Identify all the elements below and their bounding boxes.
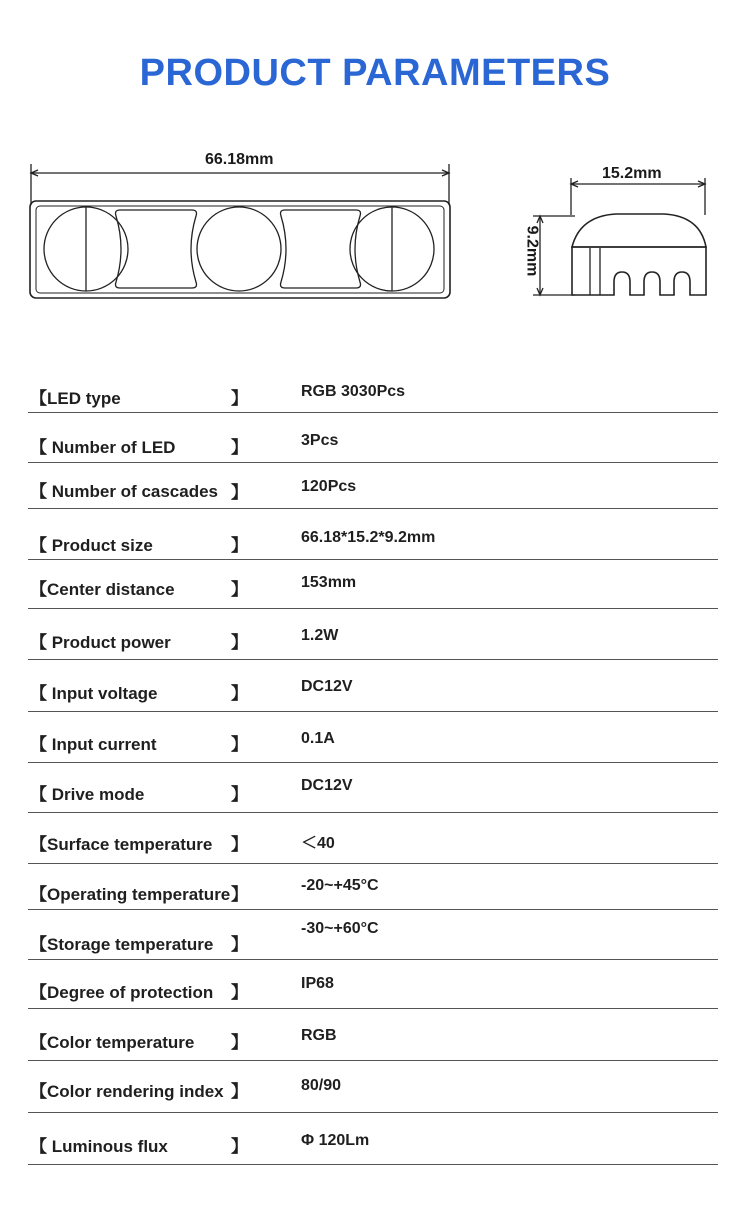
spec-label: 【 Input voltage	[30, 684, 158, 703]
spec-bracket: 】	[231, 785, 248, 804]
spec-label: 【Surface temperature	[30, 835, 213, 854]
spec-row	[28, 813, 718, 864]
spec-value: RGB 3030Pcs	[301, 383, 406, 400]
spec-label: 【 Luminous flux	[30, 1137, 168, 1156]
page-title: PRODUCT PARAMETERS	[139, 52, 611, 94]
spec-row	[28, 864, 718, 910]
spec-value: DC12V	[301, 678, 353, 695]
spec-bracket: 】	[231, 983, 248, 1002]
spec-row	[28, 1009, 718, 1061]
spec-bracket: 】	[231, 389, 248, 408]
spec-row	[28, 763, 718, 813]
spec-bracket: 】	[231, 735, 248, 754]
width-dimension-label: 15.2mm	[602, 165, 662, 182]
length-dimension-label: 66.18mm	[205, 151, 274, 168]
spec-value: RGB	[301, 1027, 337, 1044]
spec-label: 【Color temperature	[30, 1033, 195, 1052]
spec-bracket: 】	[231, 1082, 248, 1101]
spec-row	[28, 910, 718, 960]
spec-row	[28, 560, 718, 609]
spec-bracket: 】	[231, 1137, 248, 1156]
spec-label: 【LED type	[30, 389, 121, 408]
spec-bracket: 】	[231, 684, 248, 703]
spec-table	[28, 372, 718, 1165]
spec-label: 【 Number of cascades	[30, 482, 219, 501]
spec-value: 0.1A	[301, 730, 335, 747]
spec-bracket: 】	[231, 536, 248, 555]
spec-label: 【 Product power	[30, 633, 171, 652]
spec-label: 【Color rendering index	[30, 1082, 224, 1101]
spec-value: 120Pcs	[301, 478, 357, 495]
spec-bracket: 】	[231, 580, 248, 599]
spec-label: 【Storage temperature	[30, 935, 214, 954]
spec-row	[28, 609, 718, 660]
spec-row	[28, 1113, 718, 1165]
spec-bracket: 】	[231, 633, 248, 652]
spec-bracket: 】	[231, 885, 248, 904]
spec-value: 80/90	[301, 1077, 342, 1094]
spec-value: 153mm	[301, 574, 357, 591]
spec-value: IP68	[301, 975, 334, 992]
spec-label: 【 Input current	[30, 735, 157, 754]
spec-bracket: 】	[231, 1033, 248, 1052]
spec-value: ＜40	[301, 835, 335, 852]
spec-value: DC12V	[301, 777, 353, 794]
spec-row	[28, 372, 718, 413]
spec-label: 【Degree of protection	[30, 983, 214, 1002]
spec-row	[28, 509, 718, 560]
spec-bracket: 】	[231, 835, 248, 854]
spec-value: 1.2W	[301, 627, 339, 644]
spec-row	[28, 1061, 718, 1113]
spec-value: Φ 120Lm	[301, 1132, 370, 1149]
spec-label: 【 Product size	[30, 536, 153, 555]
spec-row	[28, 712, 718, 763]
spec-row	[28, 660, 718, 712]
spec-row	[28, 413, 718, 463]
spec-row	[28, 960, 718, 1009]
spec-bracket: 】	[231, 935, 248, 954]
spec-value: -30~+60°C	[301, 920, 379, 937]
spec-value: 3Pcs	[301, 432, 339, 449]
spec-label: 【 Number of LED	[30, 438, 176, 457]
spec-bracket: 】	[231, 483, 248, 502]
spec-label: 【 Drive mode	[30, 785, 145, 804]
spec-row	[28, 463, 718, 509]
spec-label: 【Center distance	[30, 580, 175, 599]
spec-value: -20~+45°C	[301, 877, 379, 894]
spec-label: 【Operating temperature	[30, 885, 231, 904]
spec-bracket: 】	[231, 438, 248, 457]
height-dimension-label: 9.2mm	[523, 225, 541, 277]
spec-value: 66.18*15.2*9.2mm	[301, 529, 436, 546]
